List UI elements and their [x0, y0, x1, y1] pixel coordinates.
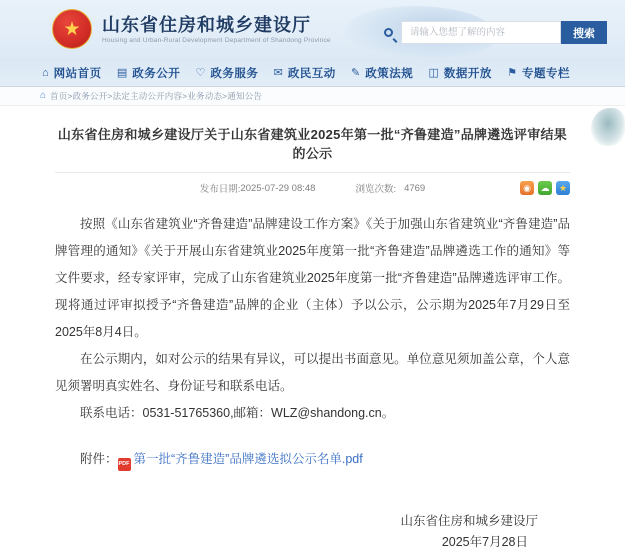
- breadcrumb-home-icon: ⌂: [40, 90, 47, 101]
- breadcrumb: [0, 87, 625, 106]
- nav-item-policies[interactable]: [351, 65, 413, 81]
- search-input[interactable]: [401, 21, 561, 44]
- search-button[interactable]: 搜索: [561, 21, 607, 44]
- share-moments-icon[interactable]: ◉: [520, 181, 534, 195]
- site-subtitle: Housing and Urban-Rural Development Department of Shandong Province: [102, 36, 331, 44]
- attachment-row: [55, 449, 570, 471]
- disclosure-icon: ▤: [116, 66, 128, 79]
- header-banner: [0, 0, 625, 87]
- nav-label: 政策法规: [365, 68, 414, 80]
- policy-icon: ✎: [351, 66, 361, 79]
- nav-label: 政务公开: [132, 68, 181, 80]
- signature-block: [55, 511, 570, 553]
- article: [0, 106, 625, 553]
- publish-date-value: 2025-07-29 08:48: [240, 182, 316, 194]
- paragraph-intro: 按照《山东省建筑业“齐鲁建造”品牌建设工作方案》《关于加强山东省建筑业“齐鲁建造”品牌管理的通知》《关于开展山东省建筑业2025年度第一批“齐鲁建造”品牌遴选工作的通知》等文件要求，经专家评审，完成了山东省建筑业2025年度第一批“齐鲁建造”品牌遴选评审工作。现将通过评审拟授予“齐鲁建造”品牌的企业（主体）予以公示，公示期为2025年7月29日至2025年8月4日。: [55, 217, 570, 339]
- interaction-icon: ✉: [273, 66, 283, 79]
- article-meta: [55, 177, 570, 199]
- share-qzone-icon[interactable]: ★: [556, 181, 570, 195]
- nav-item-home[interactable]: [42, 65, 102, 81]
- topics-icon: ⚑: [507, 66, 517, 79]
- signature-date: 2025年7月28日: [441, 535, 528, 549]
- nav-item-special-topics[interactable]: [507, 65, 570, 81]
- nav-item-disclosure[interactable]: [117, 65, 180, 81]
- pdf-file-icon: PDF: [118, 458, 131, 471]
- share-wechat-icon[interactable]: ☁: [538, 181, 552, 195]
- main-nav: [0, 60, 625, 87]
- site-brand: [52, 9, 331, 49]
- home-icon: ⌂: [42, 66, 49, 79]
- paragraph-contact: 联系电话：0531-51765360,邮箱：WLZ@shandong.cn。: [80, 406, 395, 420]
- nav-label: 政民互动: [287, 68, 336, 80]
- attachment-label: 附件：: [80, 452, 118, 466]
- nav-label: 专题专栏: [521, 68, 570, 80]
- title-divider: [55, 172, 570, 173]
- site-title: 山东省住房和城乡建设厅: [102, 14, 311, 35]
- nav-item-services[interactable]: [196, 65, 259, 81]
- paragraph-objection: 在公示期内，如对公示的结果有异议，可以提出书面意见。单位意见须加盖公章，个人意见须署明真实姓名、身份证号和联系电话。: [55, 352, 570, 393]
- signature-organization: 山东省住房和城乡建设厅: [400, 514, 538, 528]
- nav-item-interaction[interactable]: [274, 65, 336, 81]
- article-body: [55, 211, 570, 427]
- breadcrumb-path[interactable]: 首页>政务公开>法定主动公开内容>业务动态>通知公告: [50, 91, 263, 101]
- search-icon: [384, 28, 393, 37]
- views-value: 4769: [404, 182, 426, 194]
- publish-date-label: 发布日期:: [199, 184, 241, 195]
- share-buttons: [516, 181, 570, 195]
- national-emblem-logo: ★: [52, 9, 92, 49]
- service-icon: ♡: [195, 66, 206, 79]
- nav-label: 数据开放: [443, 68, 492, 80]
- data-icon: ◫: [428, 66, 439, 79]
- nav-label: 网站首页: [53, 68, 102, 80]
- search-bar: [384, 21, 607, 44]
- views-label: 浏览次数:: [355, 184, 397, 195]
- attachment-link[interactable]: 第一批“齐鲁建造”品牌遴选拟公示名单.pdf: [133, 452, 363, 466]
- nav-item-open-data[interactable]: [428, 65, 491, 81]
- article-title: 山东省住房和城乡建设厅关于山东省建筑业2025年第一批“齐鲁建造”品牌遴选评审结果的公示: [57, 127, 568, 161]
- nav-label: 政务服务: [210, 68, 259, 80]
